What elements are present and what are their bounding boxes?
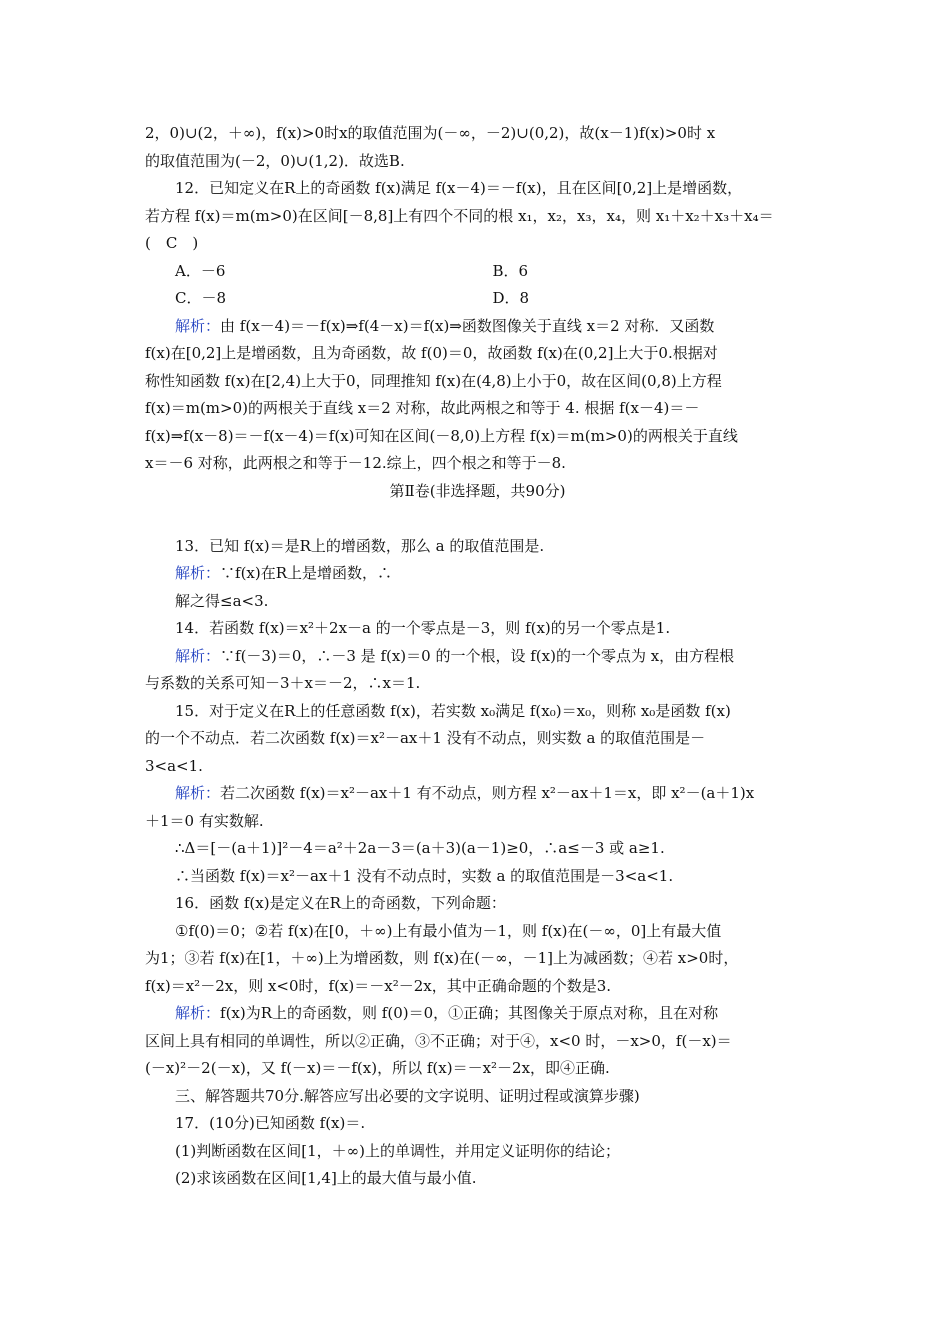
q13-stem: 13．已知 f(x)＝是R上的增函数，那么 a 的取值范围是.: [175, 536, 545, 555]
q12-stem-line-2: 若方程 f(x)＝m(m>0)在区间[－8,8]上有四个不同的根 x₁，x₂，x₃，x₄，则 x₁＋x₂＋x₃＋x₄＝: [145, 206, 774, 225]
q12-options-row-1: [145, 258, 810, 286]
q12-stem-line-1: 12．已知定义在R上的奇函数 f(x)满足 f(x－4)＝－f(x)，且在区间[0,2]上是增函数，: [175, 179, 743, 197]
document-page: [145, 120, 810, 1193]
analysis-label: 解析：: [175, 316, 221, 335]
q12-options-row-2: [145, 285, 810, 313]
q12-option-c: C．－8: [175, 289, 227, 307]
q15-stem-line-3: 3<a<1.: [145, 756, 203, 775]
q16-analysis-line-1: [145, 1000, 810, 1028]
q15-stem-line-2: 的一个不动点．若二次函数 f(x)＝x²－ax＋1 没有不动点，则实数 a 的取值范围是－: [145, 729, 706, 747]
q15-analysis-line-1: [145, 780, 810, 808]
q12-option-b: B．6: [492, 261, 529, 280]
q12-analysis-line-4: f(x)＝m(m>0)的两根关于直线 x＝2 对称，故此两根之和等于 4. 根据 f(x－4)＝－: [145, 399, 700, 417]
q14-analysis-line-2: 与系数的关系可知－3＋x＝－2，∴x＝1.: [145, 674, 421, 692]
q16-stem-line-1: 16．函数 f(x)是定义在R上的奇函数，下列命题：: [175, 894, 506, 912]
q15-analysis-text-1: 若二次函数 f(x)＝x²－ax＋1 有不动点，则方程 x²－ax＋1＝x，即 x²－(a＋1)x: [220, 784, 755, 802]
analysis-label: 解析：: [175, 784, 221, 802]
q15-analysis-line-3: ∴Δ＝[－(a＋1)]²－4＝a²＋2a－3＝(a＋3)(a－1)≥0，∴a≤－3 或 a≥1.: [175, 839, 665, 857]
q12-answer: ( C ): [145, 234, 199, 252]
q16-stem-line-3: 为1；③若 f(x)在[1，＋∞)上为增函数，则 f(x)在(－∞，－1]上为减函数；④若 x>0时，: [145, 949, 739, 967]
q14-analysis-text-1: ∵f(－3)＝0，∴－3 是 f(x)＝0 的一个根，设 f(x)的一个零点为 x，由方程根: [220, 646, 735, 665]
q16-analysis-line-2: 区间上具有相同的单调性，所以②正确，③不正确；对于④，x<0 时，－x>0，f(－x)＝: [145, 1031, 732, 1050]
q12-analysis-text-1: 由 f(x－4)＝－f(x)⇒f(4－x)＝f(x)⇒函数图像关于直线 x＝2 对称．又函数: [220, 316, 715, 335]
section-2-title: 第Ⅱ卷(非选择题，共90分): [389, 481, 566, 500]
analysis-label: 解析：: [175, 646, 221, 665]
q16-stem-line-4: f(x)＝x²－2x，则 x<0时，f(x)＝－x²－2x，其中正确命题的个数是3.: [145, 976, 612, 995]
q17-part-2: (2)求该函数在区间[1,4]上的最大值与最小值.: [175, 1169, 477, 1187]
q16-stem-line-2: ①f(0)＝0；②若 f(x)在[0，＋∞)上有最小值为－1，则 f(x)在(－∞，0]上有最大值: [175, 921, 722, 940]
spacer: [145, 505, 810, 533]
q11-continuation-line-1: 2，0)∪(2，＋∞)，f(x)>0时x的取值范围为(－∞，－2)∪(0,2)，故(x－1)f(x)>0时 x: [145, 124, 716, 142]
q13-analysis-line: [145, 560, 810, 588]
q12-analysis-line-6: x＝－6 对称，此两根之和等于－12.综上，四个根之和等于－8.: [145, 454, 566, 472]
q17-stem: 17．(10分)已知函数 f(x)＝.: [175, 1114, 366, 1132]
q12-analysis-line-2: f(x)在[0,2]上是增函数，且为奇函数，故 f(0)＝0，故函数 f(x)在(0,2]上大于0.根据对: [145, 344, 718, 362]
section-3-title: 三、解答题共70分.解答应写出必要的文字说明、证明过程或演算步骤): [175, 1086, 640, 1105]
q16-analysis-line-3: (－x)²－2(－x)，又 f(－x)＝－f(x)，所以 f(x)＝－x²－2x，即④正确.: [145, 1059, 610, 1077]
q15-analysis-line-4: ∴当函数 f(x)＝x²－ax＋1 没有不动点时，实数 a 的取值范围是－3<a<1.: [175, 866, 674, 885]
q12-analysis-line-3: 称性知函数 f(x)在[2,4)上大于0，同理推知 f(x)在(4,8)上小于0，故在区间(0,8)上方程: [145, 371, 722, 390]
analysis-label: 解析：: [175, 564, 221, 582]
analysis-label: 解析：: [175, 1004, 221, 1022]
q14-analysis-line-1: [145, 643, 810, 671]
q13-solution: 解之得≤a<3.: [175, 591, 269, 610]
q12-analysis-line-1: [145, 313, 810, 341]
q14-stem: 14．若函数 f(x)＝x²＋2x－a 的一个零点是－3，则 f(x)的另一个零点是1.: [175, 619, 671, 637]
q17-part-1: (1)判断函数在区间[1，＋∞)上的单调性，并用定义证明你的结论；: [175, 1141, 620, 1160]
q12-analysis-line-5: f(x)⇒f(x－8)＝－f(x－4)＝f(x)可知在区间(－8,0)上方程 f(x)＝m(m>0)的两根关于直线: [145, 426, 738, 445]
q13-analysis-text: ∵f(x)在R上是增函数，∴: [220, 564, 393, 582]
q16-analysis-text-1: f(x)为R上的奇函数，则 f(0)＝0，①正确；其图像关于原点对称，且在对称: [220, 1004, 719, 1022]
q12-option-a: A．－6: [175, 261, 226, 280]
q15-analysis-line-2: ＋1＝0 有实数解.: [145, 811, 264, 830]
q12-option-d: D．8: [492, 289, 530, 307]
q15-stem-line-1: 15．对于定义在R上的任意函数 f(x)，若实数 x₀满足 f(x₀)＝x₀，则称 x₀是函数 f(x): [175, 701, 731, 720]
q11-continuation-line-2: 的取值范围为(－2，0)∪(1,2)．故选B.: [145, 151, 405, 170]
